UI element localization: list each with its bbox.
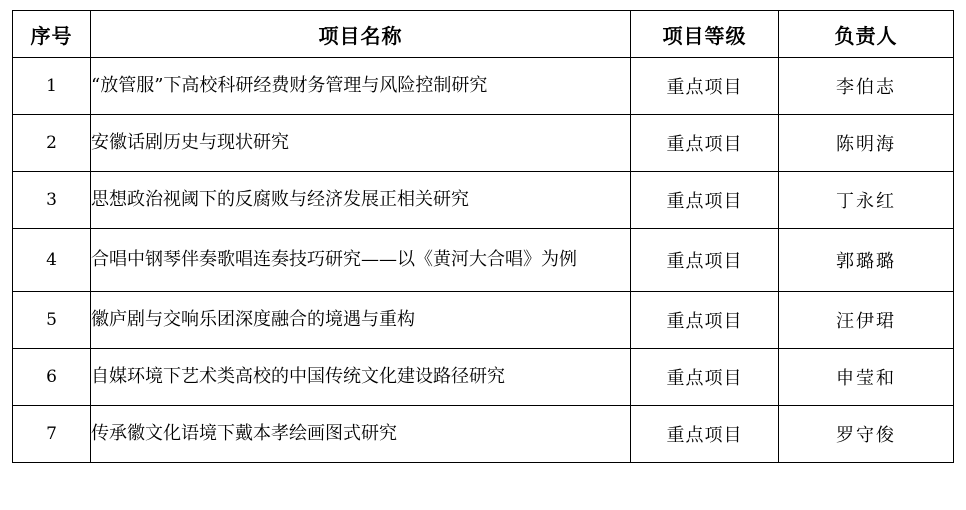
table-row: [13, 349, 954, 406]
cell-index: 6: [13, 349, 91, 406]
table-row: [13, 406, 954, 463]
cell-project-name: 自媒环境下艺术类高校的中国传统文化建设路径研究: [91, 349, 631, 406]
cell-project-name: 思想政治视阈下的反腐败与经济发展正相关研究: [91, 172, 631, 229]
cell-project-level: 重点项目: [631, 349, 779, 406]
cell-project-leader: 陈明海: [779, 115, 954, 172]
cell-project-level: 重点项目: [631, 292, 779, 349]
cell-project-level: 重点项目: [631, 406, 779, 463]
cell-project-name: 徽庐剧与交响乐团深度融合的境遇与重构: [91, 292, 631, 349]
table-row: [13, 115, 954, 172]
table-body: [13, 58, 954, 463]
table-row: [13, 292, 954, 349]
cell-project-name: 安徽话剧历史与现状研究: [91, 115, 631, 172]
table-row: [13, 58, 954, 115]
project-table: [12, 10, 954, 463]
table-header-row: [13, 11, 954, 58]
cell-index: 4: [13, 229, 91, 292]
cell-project-leader: 申莹和: [779, 349, 954, 406]
cell-index: 5: [13, 292, 91, 349]
cell-project-leader: 罗守俊: [779, 406, 954, 463]
cell-project-leader: 郭璐璐: [779, 229, 954, 292]
cell-project-leader: 丁永红: [779, 172, 954, 229]
cell-project-leader: 李伯志: [779, 58, 954, 115]
column-header-level: 项目等级: [631, 11, 779, 58]
cell-project-level: 重点项目: [631, 115, 779, 172]
table-header: [13, 11, 954, 58]
cell-project-name: “放管服”下高校科研经费财务管理与风险控制研究: [91, 58, 631, 115]
column-header-leader: 负责人: [779, 11, 954, 58]
cell-index: 3: [13, 172, 91, 229]
cell-project-leader: 汪伊珺: [779, 292, 954, 349]
column-header-index: 序号: [13, 11, 91, 58]
cell-project-level: 重点项目: [631, 172, 779, 229]
cell-project-name: 合唱中钢琴伴奏歌唱连奏技巧研究——以《黄河大合唱》为例: [91, 229, 631, 292]
table-row: [13, 229, 954, 292]
cell-index: 7: [13, 406, 91, 463]
table-row: [13, 172, 954, 229]
cell-project-level: 重点项目: [631, 229, 779, 292]
cell-index: 2: [13, 115, 91, 172]
cell-index: 1: [13, 58, 91, 115]
cell-project-name: 传承徽文化语境下戴本孝绘画图式研究: [91, 406, 631, 463]
cell-project-level: 重点项目: [631, 58, 779, 115]
column-header-name: 项目名称: [91, 11, 631, 58]
